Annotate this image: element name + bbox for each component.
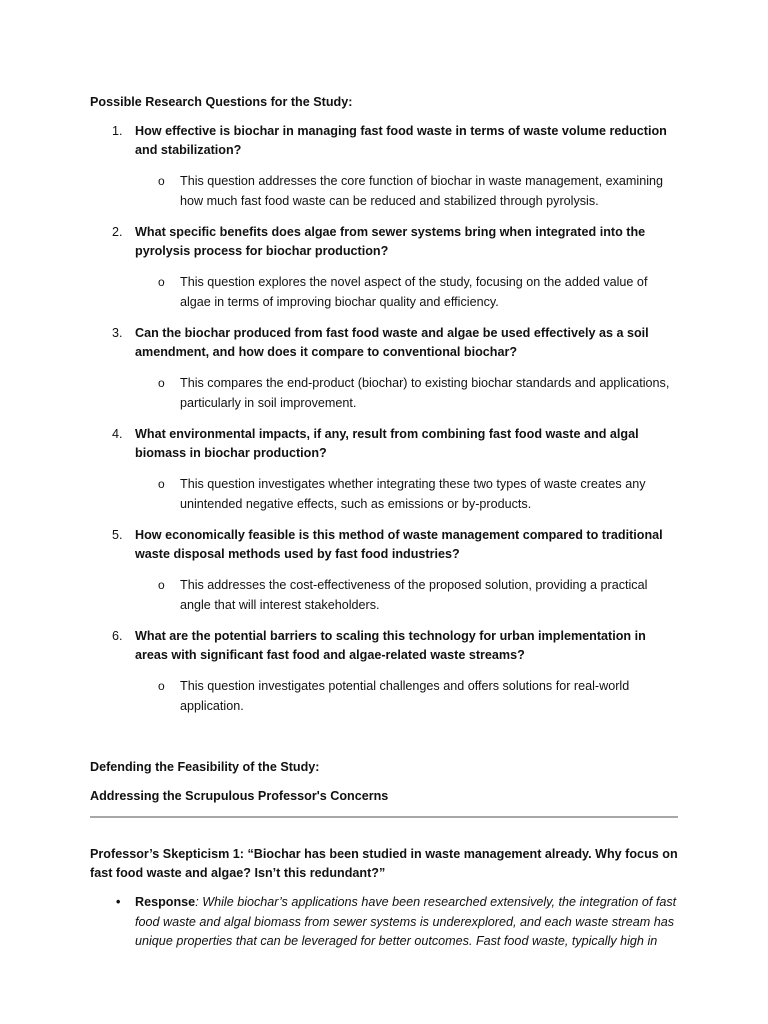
question-number: 6.	[112, 629, 123, 643]
explanation-text: This question investigates potential challenges and offers solutions for real-world application.	[180, 679, 630, 713]
skepticism-1-statement: Professor’s Skepticism 1: “Biochar has been studied in waste management already. Why focus on fast food waste and algae? Isn’t this redundant?”	[90, 847, 678, 880]
circle-bullet-icon: o	[158, 477, 165, 491]
circle-bullet-icon: o	[158, 174, 165, 188]
circle-bullet-icon: o	[158, 679, 165, 693]
response-bullet-item	[90, 893, 680, 952]
response-text: : While biochar’s applications have been researched extensively, the integration of fast food waste and algal biomass from sewer systems is underexplored, and each waste stream has unique properties that can be leveraged for better outcomes. Fast food waste, typically high in	[135, 895, 677, 948]
research-question-item	[90, 627, 680, 716]
question-text: How effective is biochar in managing fast food waste in terms of waste volume reduction and stabilization?	[135, 124, 667, 157]
explanation-text: This question investigates whether integrating these two types of waste creates any unintended negative effects, such as emissions or by-products.	[180, 477, 646, 511]
question-explanation	[135, 373, 680, 413]
circle-bullet-icon: o	[158, 275, 165, 289]
question-explanation	[135, 474, 680, 514]
research-question-item	[90, 526, 680, 615]
research-question-item	[90, 425, 680, 514]
horizontal-divider	[90, 816, 678, 818]
document-page	[90, 93, 680, 952]
bullet-dot-icon: •	[116, 895, 121, 909]
professor-concerns-heading: Addressing the Scrupulous Professor's Concerns	[90, 789, 389, 803]
question-explanation	[135, 575, 680, 615]
circle-bullet-icon: o	[158, 376, 165, 390]
explanation-text: This addresses the cost-effectiveness of the proposed solution, providing a practical angle that will interest stakeholders.	[180, 578, 648, 612]
question-text: What environmental impacts, if any, result from combining fast food waste and algal biomass in biochar production?	[135, 427, 639, 460]
question-number: 4.	[112, 427, 123, 441]
research-question-item	[90, 122, 680, 211]
question-text: How economically feasible is this method of waste management compared to traditional waste disposal methods used by fast food industries?	[135, 528, 663, 561]
question-explanation	[135, 171, 680, 211]
question-text: Can the biochar produced from fast food waste and algae be used effectively as a soil amendment, and how does it compare to conventional biochar?	[135, 326, 649, 359]
question-text: What are the potential barriers to scaling this technology for urban implementation in areas with significant fast food and algae-related waste streams?	[135, 629, 646, 662]
research-question-item	[90, 324, 680, 413]
question-explanation	[135, 272, 680, 312]
feasibility-heading: Defending the Feasibility of the Study:	[90, 760, 320, 774]
question-number: 2.	[112, 225, 123, 239]
explanation-text: This question explores the novel aspect of the study, focusing on the added value of algae in terms of improving biochar quality and efficiency.	[180, 275, 648, 309]
research-question-item	[90, 223, 680, 312]
question-text: What specific benefits does algae from sewer systems bring when integrated into the pyrolysis process for biochar production?	[135, 225, 646, 258]
question-number: 1.	[112, 124, 123, 138]
question-explanation	[135, 676, 680, 716]
response-label: Response	[135, 895, 196, 909]
circle-bullet-icon: o	[158, 578, 165, 592]
research-questions-heading: Possible Research Questions for the Study:	[90, 95, 353, 109]
research-questions-list	[90, 122, 680, 716]
question-number: 3.	[112, 326, 123, 340]
explanation-text: This compares the end-product (biochar) to existing biochar standards and applications, particularly in soil improvement.	[180, 376, 670, 410]
explanation-text: This question addresses the core function of biochar in waste management, examining how much fast food waste can be reduced and stabilized through pyrolysis.	[180, 174, 664, 208]
question-number: 5.	[112, 528, 123, 542]
